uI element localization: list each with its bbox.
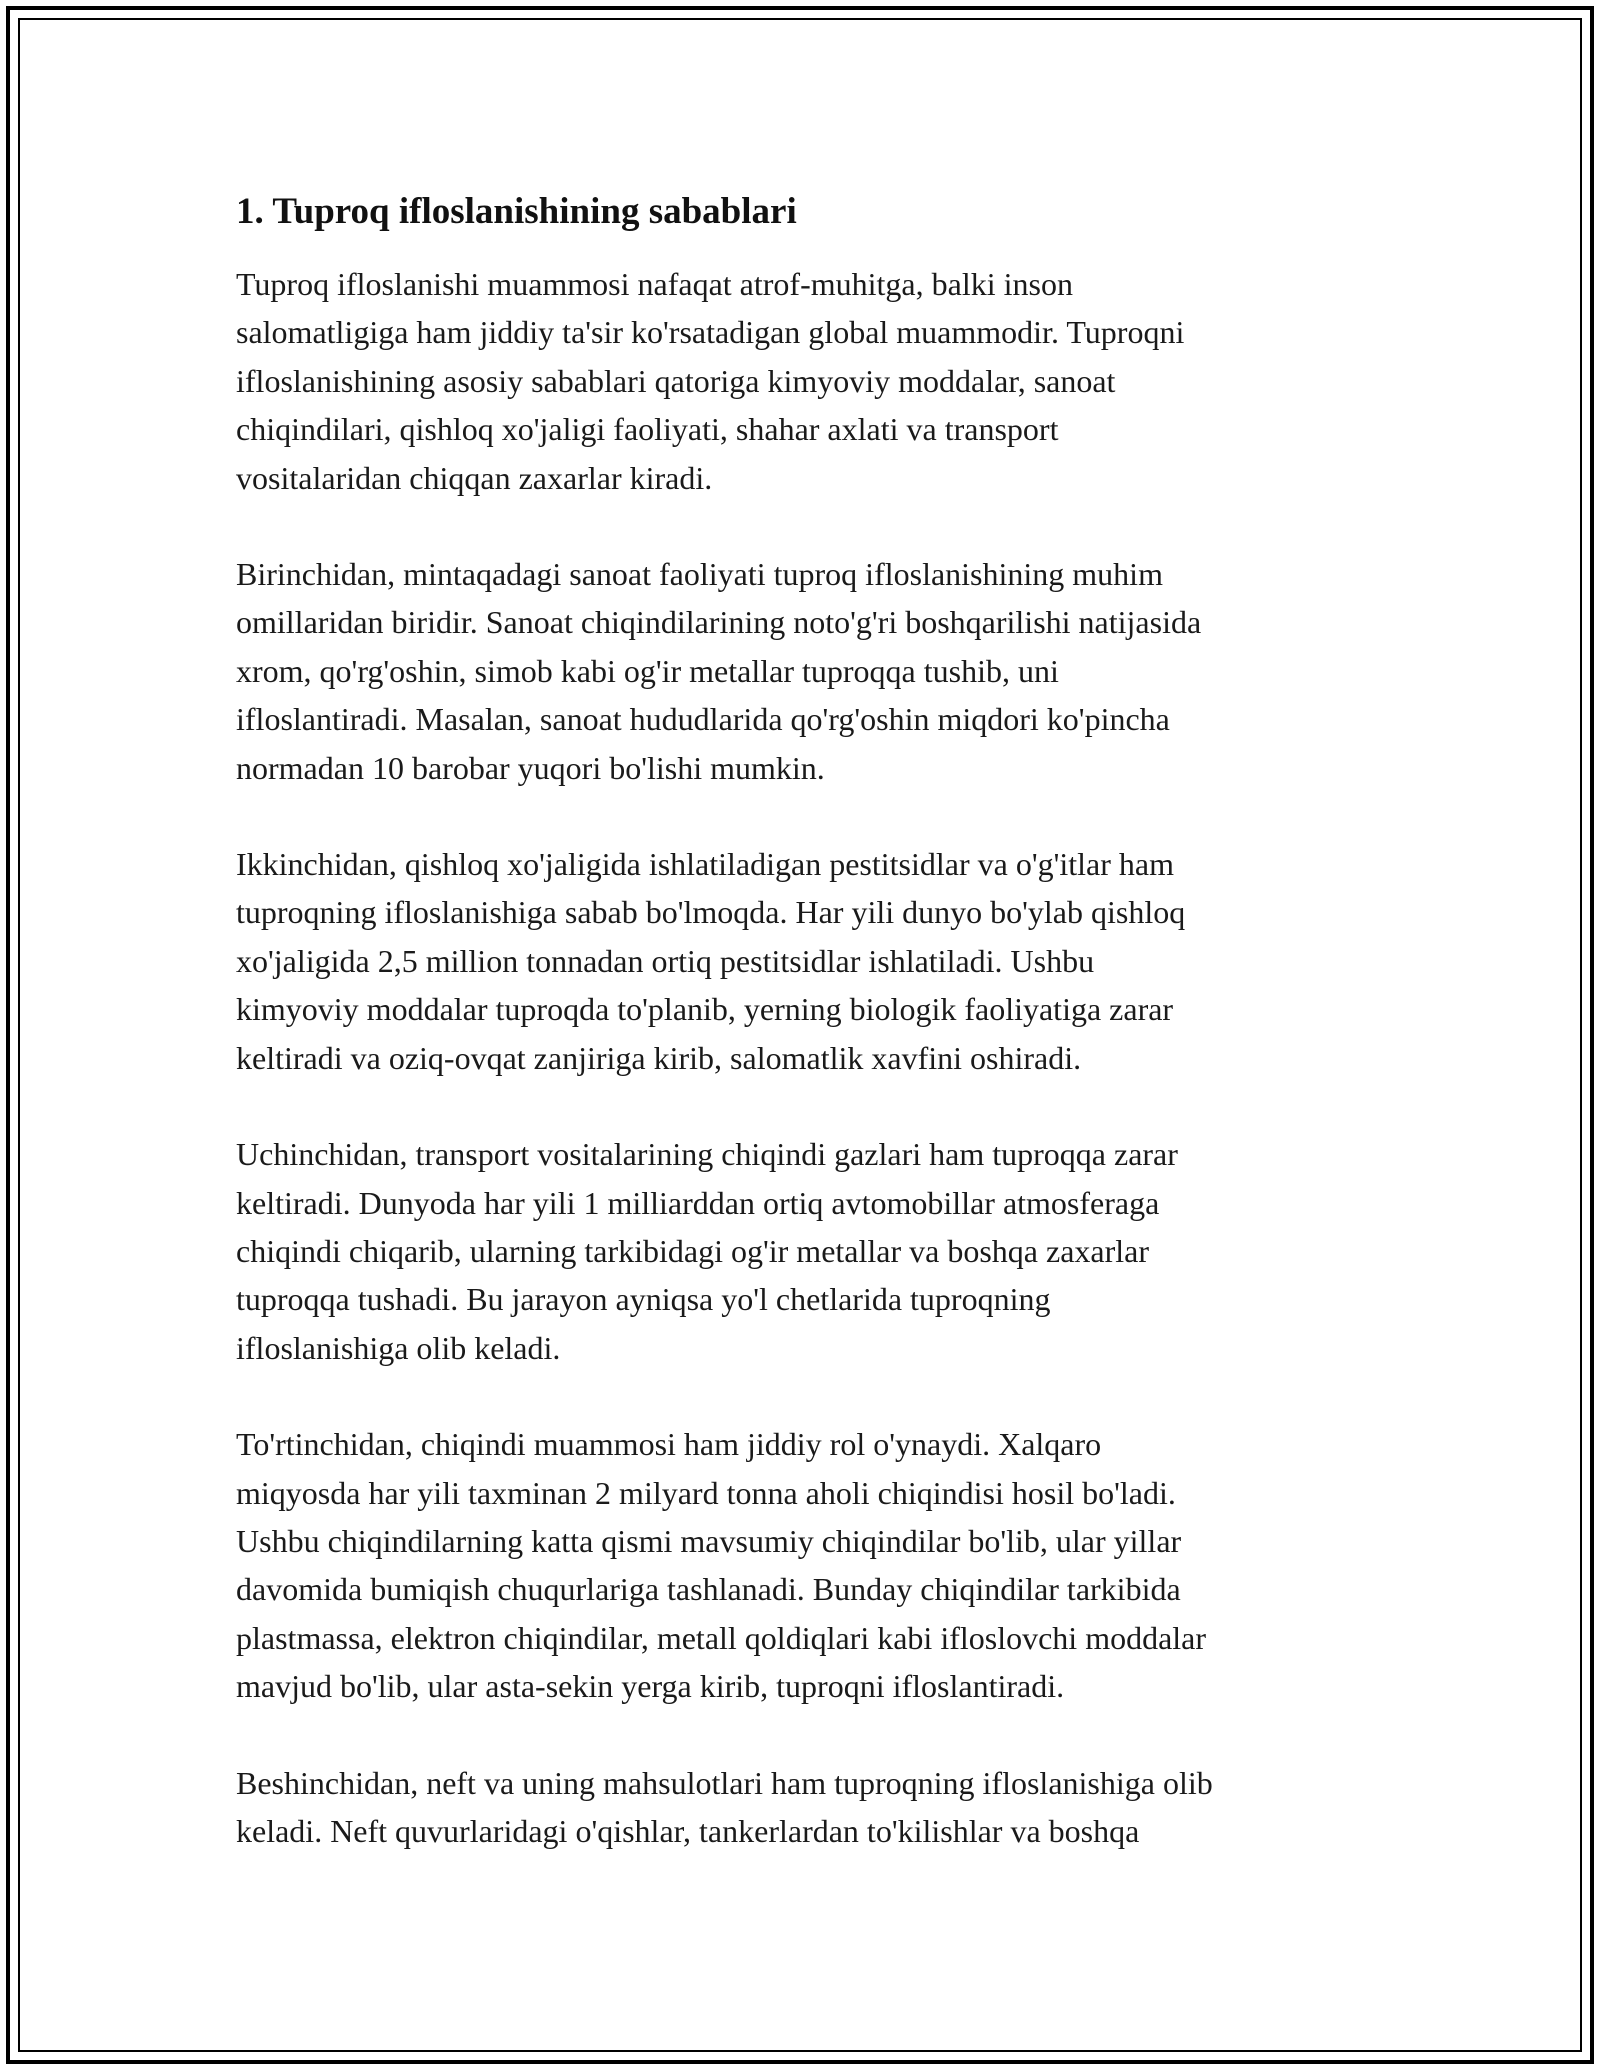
document-body [236, 188, 1376, 1855]
paragraph-intro: Tuproq ifloslanishi muammosi nafaqat atrof-muhitga, balki inson salomatligiga ham jiddiy ta'sir ko'rsatadigan global muammodir. Tuproqni ifloslanishining asosiy sabablari qatoriga kimyoviy moddalar, sanoat chiqindilari, qishloq xo'jaligi faoliyati, shahar axlati va transport vositalaridan chiqqan zaxarlar kiradi. [236, 266, 1185, 496]
paragraph-transport: Uchinchidan, transport vositalarining chiqindi gazlari ham tuproqqa zarar keltiradi. Dunyoda har yili 1 milliarddan ortiq avtomobillar atmosferaga chiqindi chiqarib, ularning tarkibidagi og'ir metallar va boshqa zaxarlar tuproqqa tushadi. Bu jarayon ayniqsa yo'l chetlarida tuproqning ifloslanishiga olib keladi. [236, 1136, 1178, 1366]
paragraph-industry: Birinchidan, mintaqadagi sanoat faoliyati tuproq ifloslanishining muhim omillaridan biridir. Sanoat chiqindilarining noto'g'ri boshqarilishi natijasida xrom, qo'rg'oshin, simob kabi og'ir metallar tuproqqa tushib, uni ifloslantiradi. Masalan, sanoat hududlarida qo'rg'oshin miqdori ko'pincha normadan 10 barobar yuqori bo'lishi mumkin. [236, 556, 1202, 786]
paragraph-oil: Beshinchidan, neft va uning mahsulotlari ham tuproqning ifloslanishiga olib keladi. Neft quvurlaridagi o'qishlar, tankerlardan to'kilishlar va boshqa [236, 1764, 1213, 1849]
section-heading: 1. Tuproq ifloslanishining sabablari [236, 191, 797, 232]
paragraph-agriculture: Ikkinchidan, qishloq xo'jaligida ishlatiladigan pestitsidlar va o'g'itlar ham tuproqning ifloslanishiga sabab bo'lmoqda. Har yili dunyo bo'ylab qishloq xo'jaligida 2,5 million tonnadan ortiq pestitsidlar ishlatiladi. Ushbu kimyoviy moddalar tuproqda to'planib, yerning biologik faoliyatiga zarar keltiradi va oziq-ovqat zanjiriga kirib, salomatlik xavfini oshiradi. [236, 846, 1186, 1076]
paragraph-waste: To'rtinchidan, chiqindi muammosi ham jiddiy rol o'ynaydi. Xalqaro miqyosda har yili taxminan 2 milyard tonna aholi chiqindisi hosil bo'ladi. Ushbu chiqindilarning katta qismi mavsumiy chiqindilar bo'lib, ular yillar davomida bumiqish chuqurlariga tashlanadi. Bunday chiqindilar tarkibida plastmassa, elektron chiqindilar, metall qoldiqlari kabi ifloslovchi moddalar mavjud bo'lib, ular asta-sekin yerga kirib, tuproqni ifloslantiradi. [236, 1426, 1207, 1705]
paragraph-list [236, 260, 1376, 1855]
